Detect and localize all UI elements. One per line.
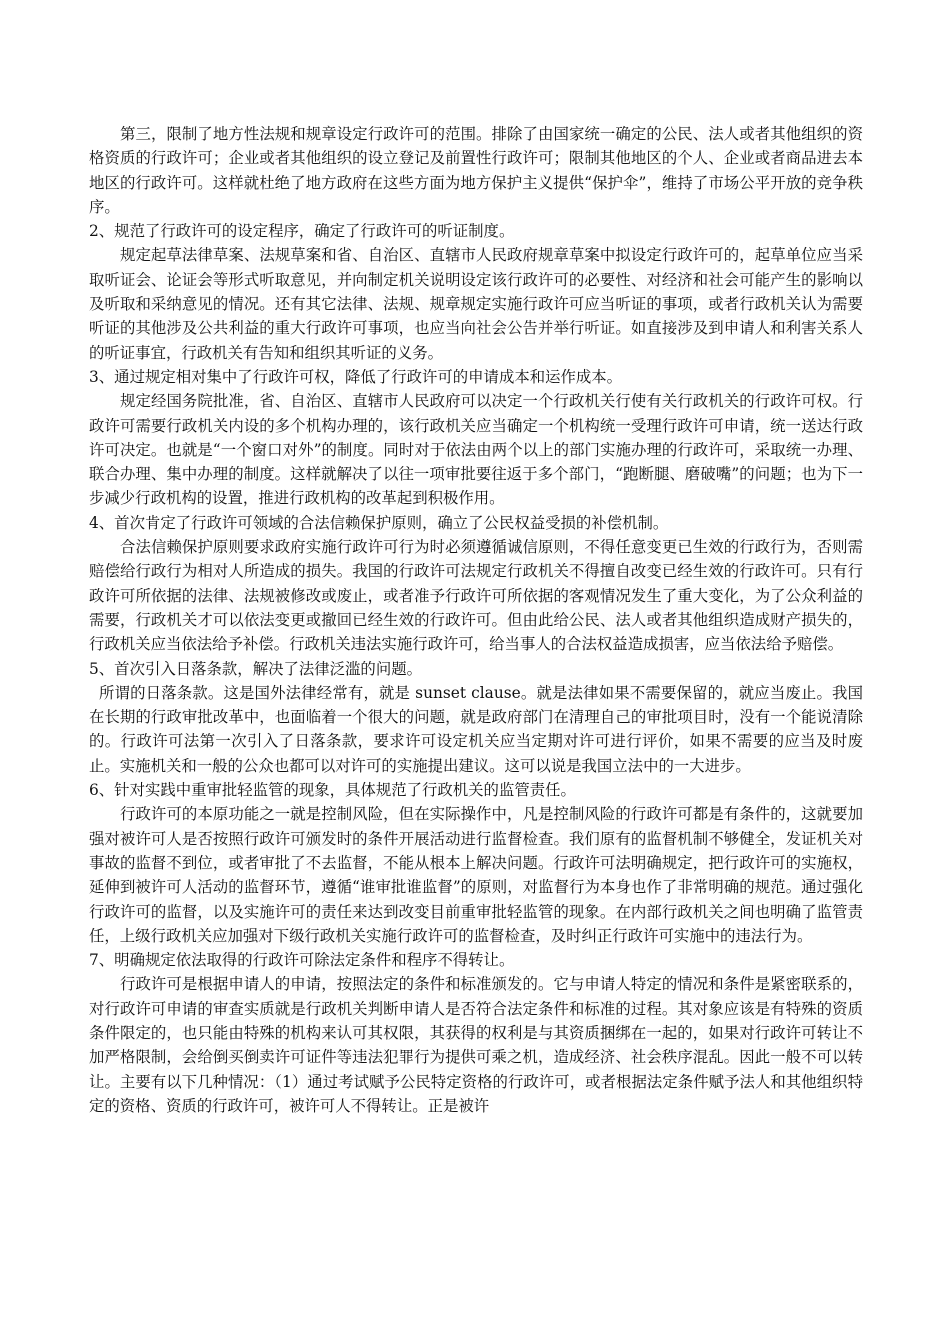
heading-4: 4、首次肯定了行政许可领域的合法信赖保护原则，确立了公民权益受损的补偿机制。 [89,513,669,532]
document-body [89,122,863,1118]
paragraph-supervision: 行政许可的本原功能之一就是控制风险，但在实际操作中，凡是控制风险的行政许可都是有条件的，这就要加强对被许可人是否按照行政许可颁发时的条件开展活动进行监督检查。我们原有的监督机制不够健全，发证机关对事故的监督不到位，或者审批了不去监督，不能从根本上解决问题。行政许可法明确规定，把行政许可的实施权，延伸到被许可人活动的监督环节，遵循“谁审批谁监督”的原则，对监督行为本身也作了非常明确的规范。通过强化行政许可的监督，以及实施许可的责任来达到改变目前重审批轻监管的现象。在内部行政机关之间也明确了监管责任，上级行政机关应加强对下级行政机关实施行政许可的监督检查，及时纠正行政许可实施中的违法行为。 [89,805,863,945]
paragraph-concentration: 规定经国务院批准，省、自治区、直辖市人民政府可以决定一个行政机关行使有关行政机关的行政许可权。行政许可需要行政机关内设的多个机构办理的，该行政机关应当确定一个机构统一受理行政许可申请，统一送达行政许可决定。也就是“一个窗口对外”的制度。同时对于依法由两个以上的部门实施办理的行政许可，采取统一办理、联合办理、集中办理的制度。这样就解决了以往一项审批要往返于多个部门，“跑断腿、磨破嘴”的问题；也为下一步减少行政机构的设置，推进行政机构的改革起到积极作用。 [89,392,863,508]
heading-6: 6、针对实践中重审批轻监管的现象，具体规范了行政机关的监管责任。 [89,781,576,800]
paragraph-sunset-clause: 所谓的日落条款。这是国外法律经常有，就是 sunset clause。就是法律如果不需要保留的，就应当废止。我国在长期的行政审批改革中，也面临着一个很大的问题，就是政府部门在清理自己的审批项目时，没有一个能说清除的。行政许可法第一次引入了日落条款，要求许可设定机关应当定期对许可进行评价，如果不需要的应当及时废止。实施机关和一般的公众也都可以对许可的实施提出建议。这可以说是我国立法中的一大进步。 [89,683,863,775]
heading-5: 5、首次引入日落条款，解决了法律泛滥的问题。 [89,659,422,678]
heading-7: 7、明确规定依法取得的行政许可除法定条件和程序不得转让。 [89,951,515,970]
heading-2: 2、规范了行政许可的设定程序，确定了行政许可的听证制度。 [89,222,515,241]
paragraph-third-point: 第三，限制了地方性法规和规章设定行政许可的范围。排除了由国家统一确定的公民、法人或者其他组织的资格资质的行政许可；企业或者其他组织的设立登记及前置性行政许可；限制其他地区的个人、企业或者商品进去本地区的行政许可。这样就杜绝了地方政府在这些方面为地方保护主义提供“保护伞”，维持了市场公平开放的竞争秩序。 [89,125,863,216]
paragraph-reliance-protection: 合法信赖保护原则要求政府实施行政许可行为时必须遵循诚信原则，不得任意变更已生效的行政行为，否则需赔偿给行政行为相对人所造成的损失。我国的行政许可法规定行政机关不得擅自改变已经生效的行政许可。只有行政许可所依据的法律、法规被修改或废止，或者准予行政许可所依据的客观情况发生了重大变化，为了公众利益的需要，行政机关才可以依法变更或撤回已经生效的行政许可。但由此给公民、法人或者其他组织造成财产损失的，行政机关应当依法给予补偿。行政机关违法实施行政许可，给当事人的合法权益造成损害，应当依法给予赔偿。 [89,538,863,654]
paragraph-transfer: 行政许可是根据申请人的申请，按照法定的条件和标准颁发的。它与申请人特定的情况和条件是紧密联系的，对行政许可申请的审查实质就是行政机关判断申请人是否符合法定条件和标准的过程。其对象应该是有特殊的资质条件限定的，也只能由特殊的机构来认可其权限，其获得的权利是与其资质捆绑在一起的，如果对行政许可转让不加严格限制，会给倒买倒卖许可证件等违法犯罪行为提供可乘之机，造成经济、社会秩序混乱。因此一般不可以转让。主要有以下几种情况：（1）通过考试赋予公民特定资格的行政许可，或者根据法定条件赋予法人和其他组织特定的资格、资质的行政许可，被许可人不得转让。正是被许 [89,975,863,1115]
heading-3: 3、通过规定相对集中了行政许可权，降低了行政许可的申请成本和运作成本。 [89,367,623,386]
paragraph-hearing: 规定起草法律草案、法规草案和省、自治区、直辖市人民政府规章草案中拟设定行政许可的，起草单位应当采取听证会、论证会等形式听取意见，并向制定机关说明设定该行政许可的必要性、对经济和社会可能产生的影响以及听取和采纳意见的情况。还有其它法律、法规、规章规定实施行政许可应当听证的事项，或者行政机关认为需要听证的其他涉及公共利益的重大行政许可事项，也应当向社会公告并举行听证。如直接涉及到申请人和利害关系人的听证事宜，行政机关有告知和组织其听证的义务。 [89,246,863,362]
